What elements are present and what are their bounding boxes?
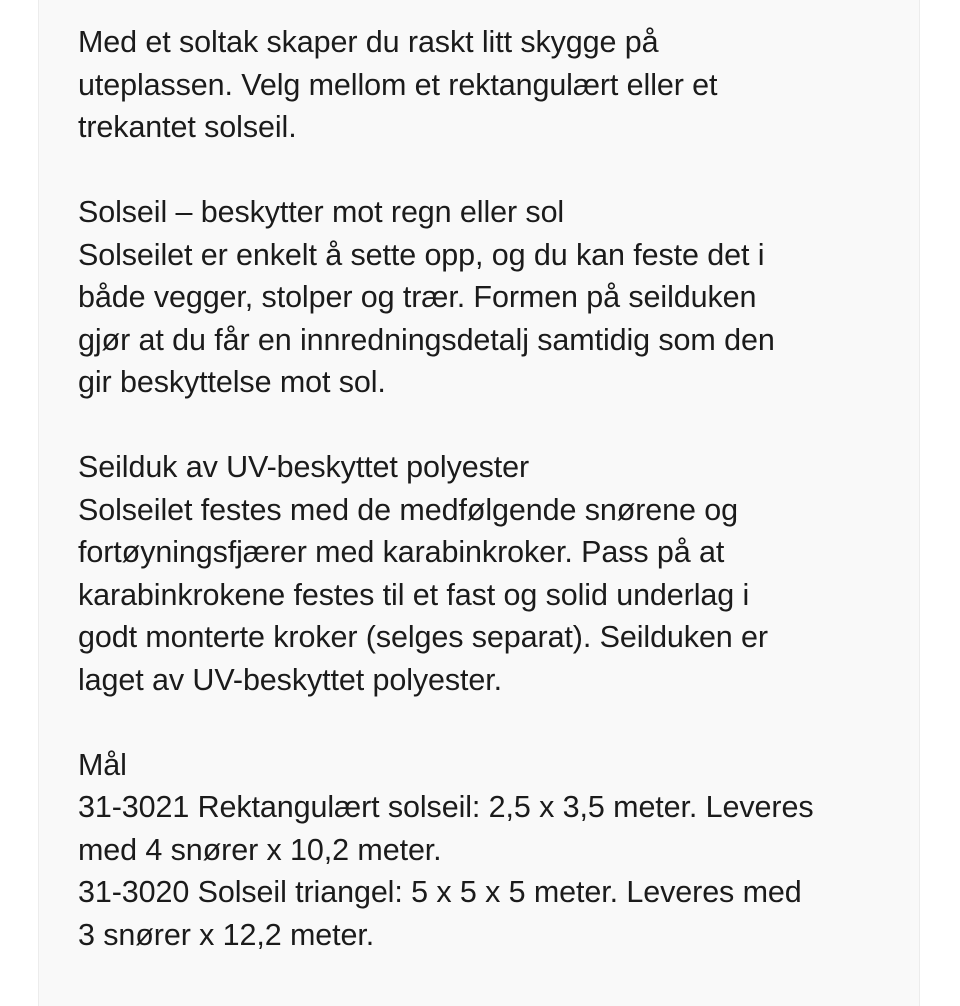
- text-line: gir beskyttelse mot sol.: [78, 365, 386, 399]
- text-line: karabinkrokene festes til et fast og solid underlag i: [78, 577, 750, 612]
- text-line: trekantet solseil.: [78, 110, 297, 144]
- text-line: fortøyningsfjærer med karabinkroker. Pass på at: [78, 535, 725, 569]
- text-line: både vegger, stolper og trær. Formen på seilduken: [78, 280, 757, 314]
- section-heading: Mål: [78, 747, 127, 782]
- text-line: 3 snører x 12,2 meter.: [78, 917, 375, 952]
- text-line: Solseilet festes med de medfølgende snørene og: [78, 492, 738, 527]
- protection-paragraph: [78, 191, 938, 404]
- text-line: med 4 snører x 10,2 meter.: [78, 832, 442, 867]
- dimensions-paragraph: [78, 744, 938, 957]
- text-line: Med et soltak skaper du raskt litt skygge på: [78, 25, 659, 59]
- text-line: Solseilet er enkelt å sette opp, og du kan feste det i: [78, 237, 765, 272]
- material-paragraph: [78, 446, 938, 701]
- text-line: uteplassen. Velg mellom et rektangulært eller et: [78, 67, 718, 102]
- text-line: laget av UV-beskyttet polyester.: [78, 662, 503, 697]
- text-line: 31-3021 Rektangulært solseil: 2,5 x 3,5 meter. Leveres: [78, 790, 814, 824]
- text-line: gjør at du får en innredningsdetalj samtidig som den: [78, 322, 775, 357]
- section-heading: Seilduk av UV-beskyttet polyester: [78, 450, 530, 484]
- section-heading: Solseil – beskytter mot regn eller sol: [78, 195, 565, 229]
- text-line: 31-3020 Solseil triangel: 5 x 5 x 5 meter. Leveres med: [78, 875, 802, 909]
- product-description: [78, 21, 938, 956]
- intro-paragraph: [78, 21, 938, 149]
- text-line: godt monterte kroker (selges separat). Seilduken er: [78, 620, 768, 654]
